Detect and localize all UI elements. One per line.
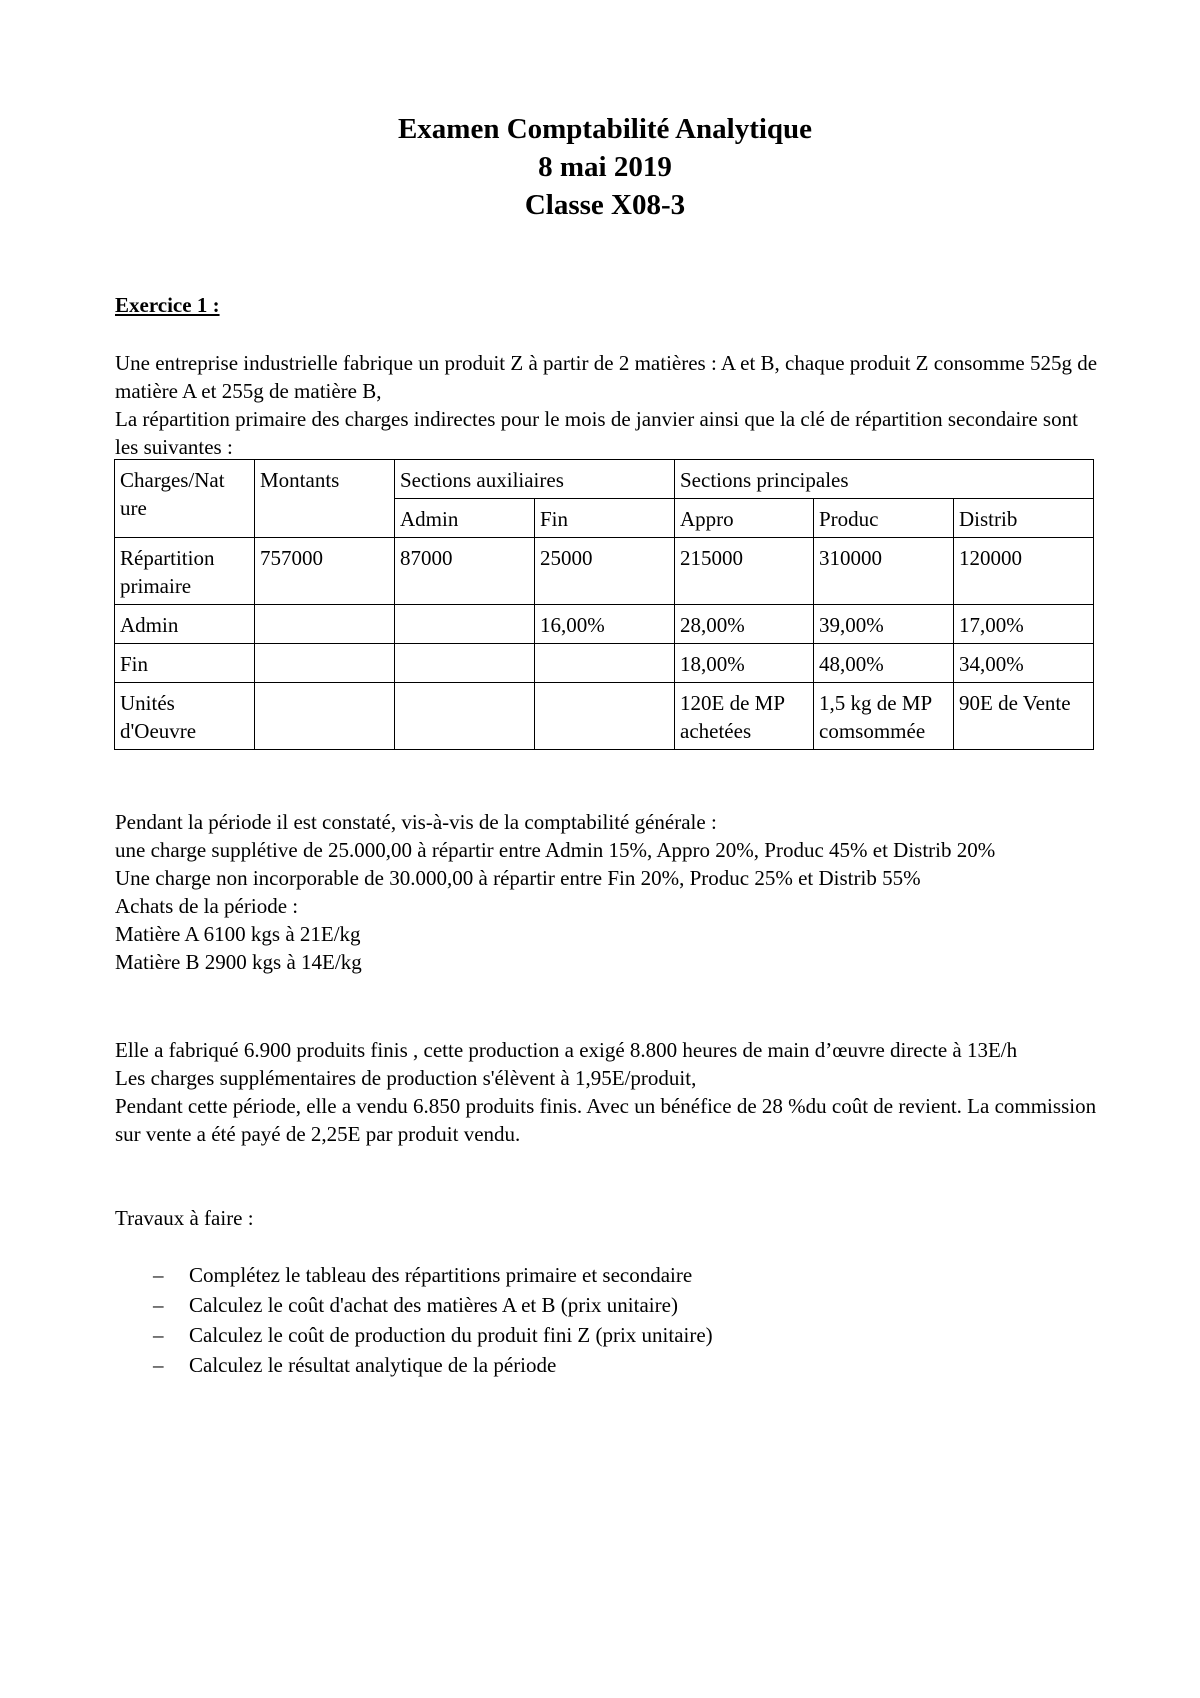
header-fin: Fin	[535, 499, 675, 538]
cell-distrib: 17,00%	[954, 605, 1094, 644]
dash-bullet: –	[153, 1293, 164, 1317]
row-label: Fin	[115, 644, 255, 683]
row-label: Admin	[115, 605, 255, 644]
task-text: Calculez le coût de production du produit fini Z (prix unitaire)	[189, 1323, 713, 1347]
cell-distrib: 90E de Vente	[954, 683, 1094, 750]
document-header	[0, 110, 1200, 224]
cell-montants	[255, 644, 395, 683]
period-facts	[115, 808, 1110, 976]
dash-bullet: –	[153, 1353, 164, 1377]
table-row	[115, 605, 1094, 644]
header-charges: Charges/Nat ure	[115, 460, 255, 538]
intro-paragraph: Une entreprise industrielle fabrique un produit Z à partir de 2 matières : A et B, chaque produit Z consomme 525g de matière A et 255g de matière B,	[115, 351, 1098, 403]
list-item	[115, 1290, 713, 1320]
header-produc: Produc	[814, 499, 954, 538]
list-item	[115, 1320, 713, 1350]
cell-fin	[535, 644, 675, 683]
cell-distrib: 120000	[954, 538, 1094, 605]
cell-produc: 1,5 kg de MP comsommée	[814, 683, 954, 750]
text-line: Matière B 2900 kgs à 14E/kg	[115, 950, 362, 974]
cell-distrib: 34,00%	[954, 644, 1094, 683]
cell-fin: 25000	[535, 538, 675, 605]
charges-table	[114, 459, 1094, 750]
header-appro: Appro	[675, 499, 814, 538]
cell-produc: 310000	[814, 538, 954, 605]
dash-bullet: –	[153, 1323, 164, 1347]
intro-text	[115, 349, 1105, 461]
table-row	[115, 538, 1094, 605]
cell-admin	[395, 644, 535, 683]
task-text: Calculez le coût d'achat des matières A et B (prix unitaire)	[189, 1293, 678, 1317]
row-label: Répartition primaire	[115, 538, 255, 605]
cell-appro: 28,00%	[675, 605, 814, 644]
cell-montants	[255, 605, 395, 644]
text-line: Elle a fabriqué 6.900 produits finis , cette production a exigé 8.800 heures de main d’œuvre directe à 13E/h	[115, 1038, 1018, 1062]
cell-admin	[395, 605, 535, 644]
text-line: Les charges supplémentaires de production s'élèvent à 1,95E/produit,	[115, 1066, 697, 1090]
cell-admin	[395, 683, 535, 750]
header-sections-auxiliaires: Sections auxiliaires	[395, 460, 675, 499]
exam-class: Classe X08-3	[524, 189, 686, 221]
text-line: Matière A 6100 kgs à 21E/kg	[115, 922, 361, 946]
text-line: Achats de la période :	[115, 894, 299, 918]
table-row	[115, 644, 1094, 683]
intro-paragraph: La répartition primaire des charges indirectes pour le mois de janvier ainsi que la clé de répartition secondaire sont les suivantes :	[115, 407, 1078, 459]
header-montants: Montants	[255, 460, 395, 538]
list-item	[115, 1260, 713, 1290]
text-line: une charge supplétive de 25.000,00 à répartir entre Admin 15%, Appro 20%, Produc 45% et Distrib 20%	[115, 838, 996, 862]
cell-appro: 215000	[675, 538, 814, 605]
cell-appro: 18,00%	[675, 644, 814, 683]
text-line: Pendant cette période, elle a vendu 6.850 produits finis. Avec un bénéfice de 28 %du coût de revient. La commission sur vente a été payé de 2,25E par produit vendu.	[115, 1094, 1097, 1146]
cell-appro: 120E de MP achetées	[675, 683, 814, 750]
text-line: Une charge non incorporable de 30.000,00 à répartir entre Fin 20%, Produc 25% et Distrib 55%	[115, 866, 921, 890]
production-facts	[115, 1036, 1110, 1148]
header-admin: Admin	[395, 499, 535, 538]
travaux-title: Travaux à faire :	[115, 1206, 254, 1230]
text-line: Pendant la période il est constaté, vis-à-vis de la comptabilité générale :	[115, 810, 717, 834]
cell-produc: 48,00%	[814, 644, 954, 683]
cell-montants	[255, 683, 395, 750]
task-list	[115, 1260, 713, 1380]
dash-bullet: –	[153, 1263, 164, 1287]
header-sections-principales: Sections principales	[675, 460, 1094, 499]
cell-produc: 39,00%	[814, 605, 954, 644]
exercise-title: Exercice 1 :	[115, 293, 220, 317]
cell-admin: 87000	[395, 538, 535, 605]
row-label: Unités d'Oeuvre	[115, 683, 255, 750]
cell-fin	[535, 683, 675, 750]
task-text: Complétez le tableau des répartitions primaire et secondaire	[189, 1263, 693, 1287]
table-header-row	[115, 460, 1094, 499]
list-item	[115, 1350, 713, 1380]
table-row	[115, 683, 1094, 750]
task-text: Calculez le résultat analytique de la période	[189, 1353, 557, 1377]
exam-date: 8 mai 2019	[538, 151, 672, 183]
header-distrib: Distrib	[954, 499, 1094, 538]
cell-fin: 16,00%	[535, 605, 675, 644]
cell-montants: 757000	[255, 538, 395, 605]
exam-title: Examen Comptabilité Analytique	[397, 113, 813, 145]
